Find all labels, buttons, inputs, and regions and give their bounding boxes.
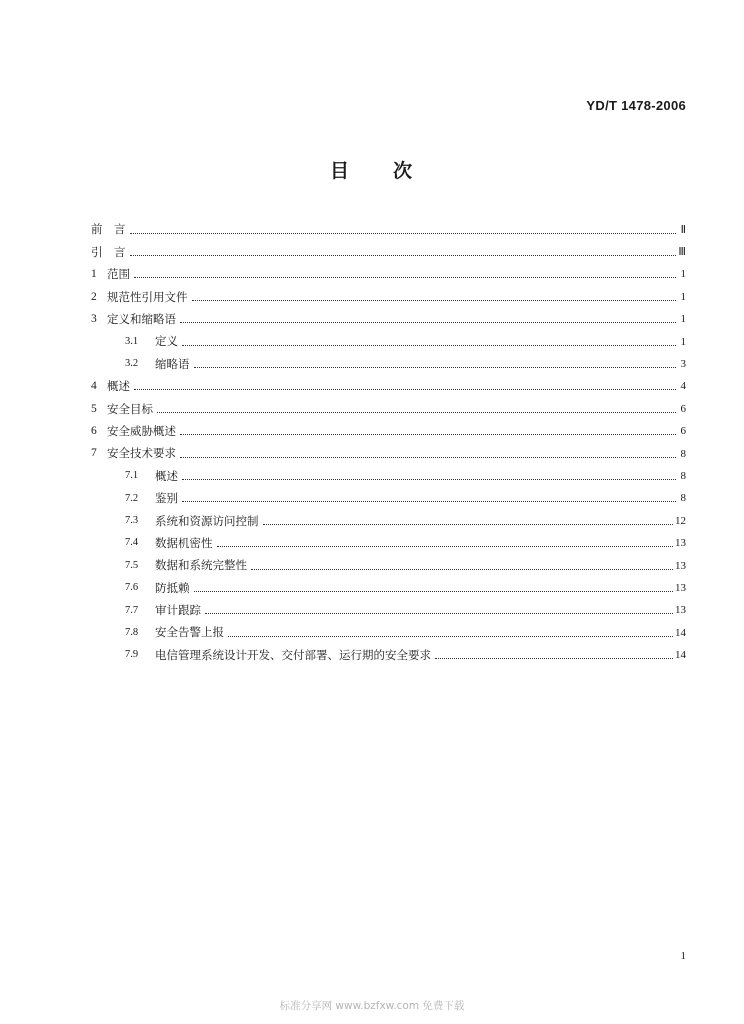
toc-entry-number: 4 (91, 380, 97, 393)
standard-number: YD/T 1478-2006 (586, 98, 686, 113)
page-number: 1 (680, 950, 686, 962)
toc-entry[interactable] (91, 488, 686, 510)
toc-entry-page: 1 (680, 290, 686, 303)
toc-entry-number: 7.7 (125, 604, 139, 616)
toc-entry-page: 14 (675, 626, 686, 639)
toc-entry-page: 1 (680, 313, 686, 326)
toc-entry-label: 电信管理系统设计开发、交付部署、运行期的安全要求 (155, 647, 431, 662)
toc-entry[interactable] (91, 510, 686, 532)
toc-entry[interactable] (91, 264, 686, 286)
toc-entry[interactable] (91, 286, 686, 308)
toc-entry-page: 6 (680, 402, 686, 415)
toc-entry-number: 7.6 (125, 582, 139, 594)
toc-entry[interactable] (91, 600, 686, 622)
toc-entry-label: 鉴别 (155, 491, 178, 506)
toc-entry-number: 6 (91, 424, 97, 437)
dot-leader (180, 322, 676, 323)
toc-entry-number: 3 (91, 313, 97, 325)
toc-entry-label: 数据机密性 (155, 535, 213, 550)
dot-leader (194, 367, 677, 368)
toc-entry[interactable] (91, 331, 686, 353)
toc-entry[interactable] (91, 532, 686, 554)
dot-leader (130, 255, 677, 256)
dot-leader (263, 524, 674, 525)
toc-entry-label: 规范性引用文件 (107, 289, 188, 304)
toc-entry[interactable] (91, 577, 686, 599)
toc-entry-number: 7.8 (125, 626, 139, 638)
toc-entry-page: Ⅱ (680, 223, 686, 236)
toc-entry-label: 数据和系统完整性 (155, 558, 247, 573)
toc-entry[interactable] (91, 555, 686, 577)
toc-entry[interactable] (91, 353, 686, 375)
toc-entry-page: 14 (675, 649, 686, 662)
toc-entry-page: Ⅲ (678, 246, 686, 259)
dot-leader (134, 389, 676, 390)
toc-entry-label: 定义和缩略语 (107, 312, 176, 326)
toc-entry[interactable] (91, 622, 686, 644)
toc-entry-label: 引 言 (91, 244, 126, 259)
toc-entry-number: 7.3 (125, 515, 139, 527)
toc-entry-number: 3.2 (125, 358, 139, 370)
toc-entry[interactable] (91, 443, 686, 465)
toc-entry-number: 2 (91, 290, 97, 303)
toc-entry-label: 安全技术要求 (107, 446, 176, 461)
toc-entry-number: 7.5 (125, 559, 139, 571)
dot-leader (182, 501, 676, 502)
toc-entry-label: 系统和资源访问控制 (155, 513, 259, 528)
dot-leader (130, 233, 677, 234)
toc-entry-number: 7.4 (125, 537, 139, 549)
toc-entry-number: 1 (91, 268, 97, 281)
dot-leader (134, 277, 676, 278)
toc-entry-number: 5 (91, 402, 97, 415)
dot-leader (217, 546, 674, 547)
toc-entry-label: 前 言 (91, 222, 126, 237)
toc-entry-page: 12 (675, 514, 686, 527)
toc-entry[interactable] (91, 398, 686, 420)
toc-entry-label: 审计跟踪 (155, 603, 201, 618)
dot-leader (205, 613, 673, 614)
dot-leader (228, 636, 673, 637)
toc-entry-page: 3 (680, 358, 686, 371)
dot-leader (157, 412, 676, 413)
toc-entry-page: 1 (680, 268, 686, 281)
toc-entry[interactable] (91, 241, 686, 263)
dot-leader (192, 300, 677, 301)
table-of-contents (91, 219, 686, 667)
toc-entry-label: 范围 (107, 267, 130, 282)
toc-entry-label: 安全威胁概述 (107, 423, 176, 438)
dot-leader (251, 569, 673, 570)
toc-entry-page: 6 (680, 425, 686, 438)
dot-leader (180, 457, 676, 458)
toc-entry[interactable] (91, 465, 686, 487)
toc-entry-page: 13 (675, 581, 686, 594)
toc-entry-label: 缩略语 (155, 356, 190, 371)
toc-entry-label: 安全目标 (107, 401, 153, 416)
toc-entry-number: 3.1 (125, 335, 139, 347)
page-title: 目 次 (329, 160, 414, 182)
toc-entry[interactable] (91, 376, 686, 398)
toc-entry-page: 13 (675, 604, 686, 617)
toc-entry[interactable] (91, 219, 686, 241)
toc-entry-label: 概述 (155, 468, 178, 483)
toc-entry-number: 7.1 (125, 470, 139, 482)
toc-entry-number: 7.2 (125, 492, 139, 504)
toc-entry-label: 防抵赖 (155, 580, 190, 595)
watermark: 标准分享网 www.bzfxw.com 免费下载 (279, 1000, 465, 1012)
toc-entry-page: 8 (680, 469, 686, 482)
dot-leader (435, 658, 673, 659)
toc-entry-page: 13 (675, 537, 686, 550)
dot-leader (194, 591, 674, 592)
toc-entry-label: 安全告警上报 (155, 625, 224, 640)
toc-entry-page: 8 (680, 447, 686, 460)
toc-entry[interactable] (91, 309, 686, 331)
toc-entry-label: 定义 (155, 334, 178, 349)
toc-entry-page: 13 (675, 559, 686, 572)
toc-entry[interactable] (91, 644, 686, 666)
dot-leader (182, 479, 676, 480)
toc-entry-number: 7.9 (125, 649, 139, 661)
toc-entry-page: 1 (680, 335, 686, 348)
toc-entry[interactable] (91, 421, 686, 443)
toc-entry-page: 8 (680, 492, 686, 505)
dot-leader (180, 434, 676, 435)
dot-leader (182, 345, 676, 346)
toc-entry-page: 4 (680, 380, 686, 393)
toc-entry-label: 概述 (107, 379, 130, 394)
toc-entry-number: 7 (91, 447, 97, 460)
